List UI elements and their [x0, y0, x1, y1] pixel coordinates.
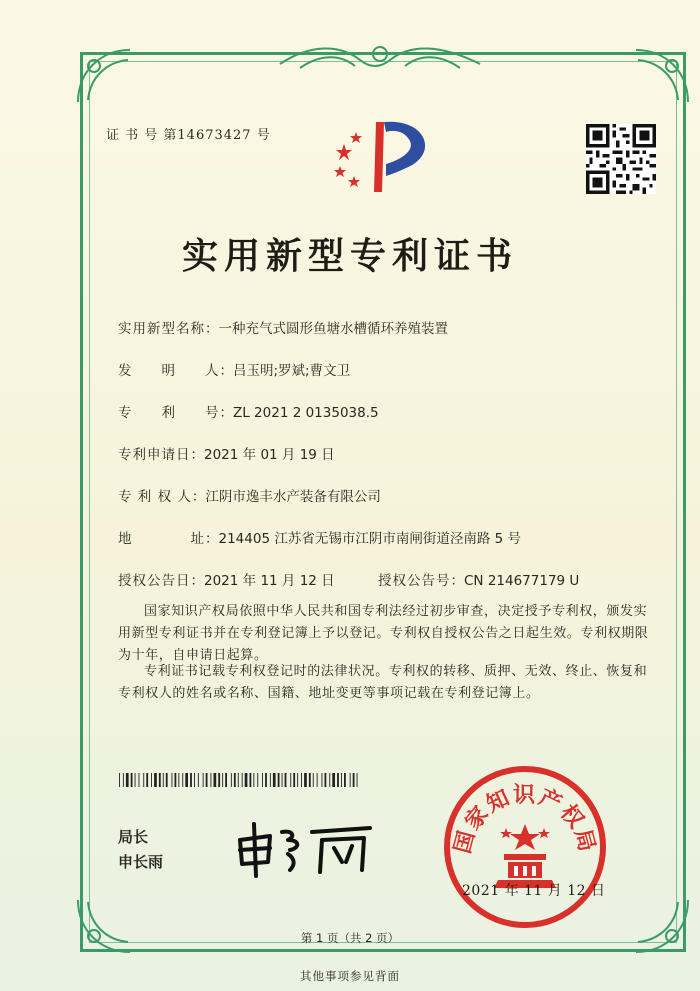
- field-value: 2021 年 01 月 19 日: [204, 447, 335, 463]
- footer-note: 其他事项参见背面: [300, 969, 400, 983]
- statement-paragraph-1: 国家知识产权局依照中华人民共和国专利法经过初步审查，决定授予专利权，颁发实用新型专利证书并在专利登记簿上予以登记。专利权自授权公告之日起生效。专利权期限为十年，自申请日起算。: [118, 604, 649, 663]
- director-signature-icon: [230, 818, 380, 878]
- field-grant-date: 授权公告日：2021 年 11 月 12 日: [118, 569, 335, 589]
- certificate-title: 实用新型专利证书: [181, 236, 518, 277]
- qr-code-icon: [586, 124, 656, 194]
- page-number: 第 1 页（共 2 页）: [300, 931, 400, 945]
- field-label: 实用新型名称: [118, 321, 205, 337]
- corner-ornament-top-right-icon: [626, 42, 696, 112]
- corner-ornament-bottom-right-icon: [626, 890, 696, 960]
- corner-ornament-bottom-left-icon: [70, 890, 140, 960]
- field-label: 授权公告日: [118, 573, 191, 589]
- svg-text:国家知识产权局: 国家知识产权局: [450, 783, 600, 857]
- patent-office-logo-icon: [330, 114, 442, 200]
- field-label: 专 利 权 人: [118, 489, 192, 505]
- field-value: CN 214677179 U: [464, 573, 580, 589]
- official-seal-icon: [440, 762, 610, 932]
- field-value: 2021 年 11 月 12 日: [204, 573, 335, 589]
- field-address: 地 址：214405 江苏省无锡市江阴市南闸街道泾南路 5 号: [118, 527, 521, 547]
- field-value: ZL 2021 2 0135038.5: [233, 405, 379, 421]
- field-filing-date: 专利申请日：2021 年 01 月 19 日: [118, 443, 335, 463]
- field-label: 专 利 号: [118, 405, 220, 421]
- field-label: 授权公告号: [378, 573, 451, 589]
- director-title: 局长: [118, 828, 149, 846]
- field-label: 发 明 人: [118, 363, 220, 379]
- statement-paragraph-2: 专利证书记载专利权登记时的法律状况。专利权的转移、质押、无效、终止、恢复和专利权人的姓名或名称、国籍、地址变更等事项记载在专利登记簿上。: [118, 664, 648, 701]
- director-name: 申长雨: [118, 853, 164, 871]
- certificate-number: 证 书 号 第14673427 号: [106, 128, 271, 143]
- corner-ornament-top-left-icon: [70, 42, 140, 112]
- field-value: 一种充气式圆形鱼塘水槽循环养殖装置: [218, 321, 448, 337]
- field-value: 214405 江苏省无锡市江阴市南闸街道泾南路 5 号: [218, 531, 521, 547]
- barcode-icon: [119, 773, 359, 787]
- top-ornament-icon: [270, 40, 490, 76]
- field-patentee: 专 利 权 人：江阴市逸丰水产装备有限公司: [118, 485, 381, 505]
- field-value: 江阴市逸丰水产装备有限公司: [205, 489, 381, 505]
- field-value: 吕玉明;罗斌;曹文卫: [233, 363, 351, 379]
- field-label: 专利申请日: [118, 447, 191, 463]
- field-inventors: 发 明 人：吕玉明;罗斌;曹文卫: [118, 359, 350, 379]
- field-grant-number: 授权公告号：CN 214677179 U: [378, 569, 579, 589]
- field-patent-number: 专 利 号：ZL 2021 2 0135038.5: [118, 401, 379, 421]
- field-utility-model-name: 实用新型名称：一种充气式圆形鱼塘水槽循环养殖装置: [118, 317, 448, 337]
- seal-date: 2021 年 11 月 12 日: [462, 883, 606, 899]
- field-label: 地 址: [118, 531, 205, 547]
